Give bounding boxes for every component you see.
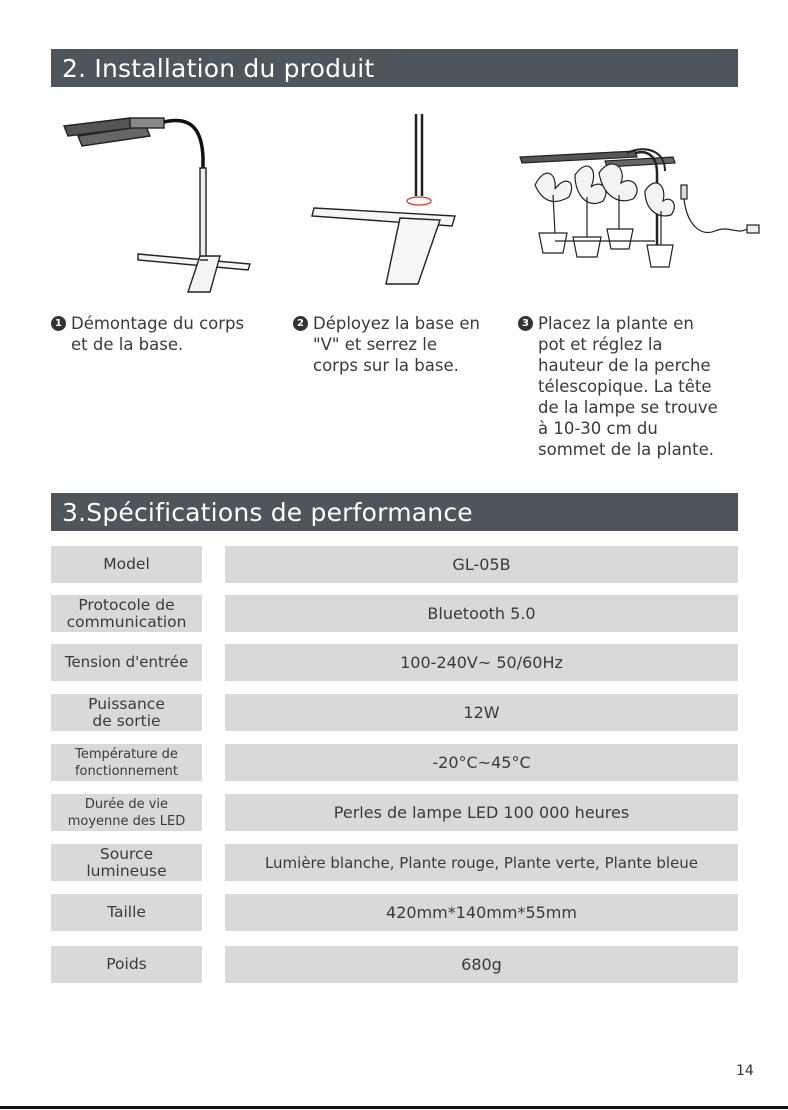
spec-value-light-source: Lumière blanche, Plante rouge, Plante verte, Plante bleue [225, 844, 738, 881]
step-3-text: Placez la plante en pot et réglez la hauteur de la perche télescopique. La tête de la lampe se trouve à 10-30 cm du sommet de la plante. [538, 314, 718, 459]
bottom-rule [0, 1106, 788, 1109]
spec-value-weight: 680g [225, 946, 738, 983]
spec-value-output-power: 12W [225, 694, 738, 731]
spec-label-size: Taille [51, 894, 202, 931]
step-2 [293, 313, 503, 383]
spec-label-operating-temp: Température de fonctionnement [51, 744, 202, 781]
illustration-disassembly [60, 108, 260, 298]
illustration-plants-setup [515, 145, 760, 275]
spec-value-led-lifetime: Perles de lampe LED 100 000 heures [225, 794, 738, 831]
step-number-3: 3 [518, 316, 533, 331]
step-2-text: Déployez la base en "V" et serrez le corps sur la base. [313, 314, 480, 375]
spec-label-model: Model [51, 546, 202, 583]
spec-value-protocol: Bluetooth 5.0 [225, 595, 738, 632]
section-3-header [51, 493, 738, 531]
spec-label-weight: Poids [51, 946, 202, 983]
step-1-text: Démontage du corps et de la base. [71, 314, 245, 354]
page-number: 14 [736, 1063, 754, 1079]
illustration-base-assembly [300, 108, 470, 298]
section-3-title: 3.Spécifications de performance [62, 498, 473, 527]
spec-label-input-voltage: Tension d'entrée [51, 644, 202, 681]
spec-value-model: GL-05B [225, 546, 738, 583]
step-number-1: 1 [51, 316, 66, 331]
spec-label-led-lifetime: Durée de vie moyenne des LED [51, 794, 202, 831]
step-number-2: 2 [293, 316, 308, 331]
spec-label-light-source: Source lumineuse [51, 844, 202, 881]
spec-label-protocol: Protocole de communication [51, 595, 202, 632]
spec-label-output-power: Puissance de sortie [51, 694, 202, 731]
spec-value-operating-temp: -20°C~45°C [225, 744, 738, 781]
section-2-header [51, 49, 738, 87]
section-2-title: 2. Installation du produit [62, 54, 375, 83]
step-3 [518, 313, 743, 473]
spec-value-input-voltage: 100-240V~ 50/60Hz [225, 644, 738, 681]
spec-value-size: 420mm*140mm*55mm [225, 894, 738, 931]
step-1 [51, 313, 281, 373]
